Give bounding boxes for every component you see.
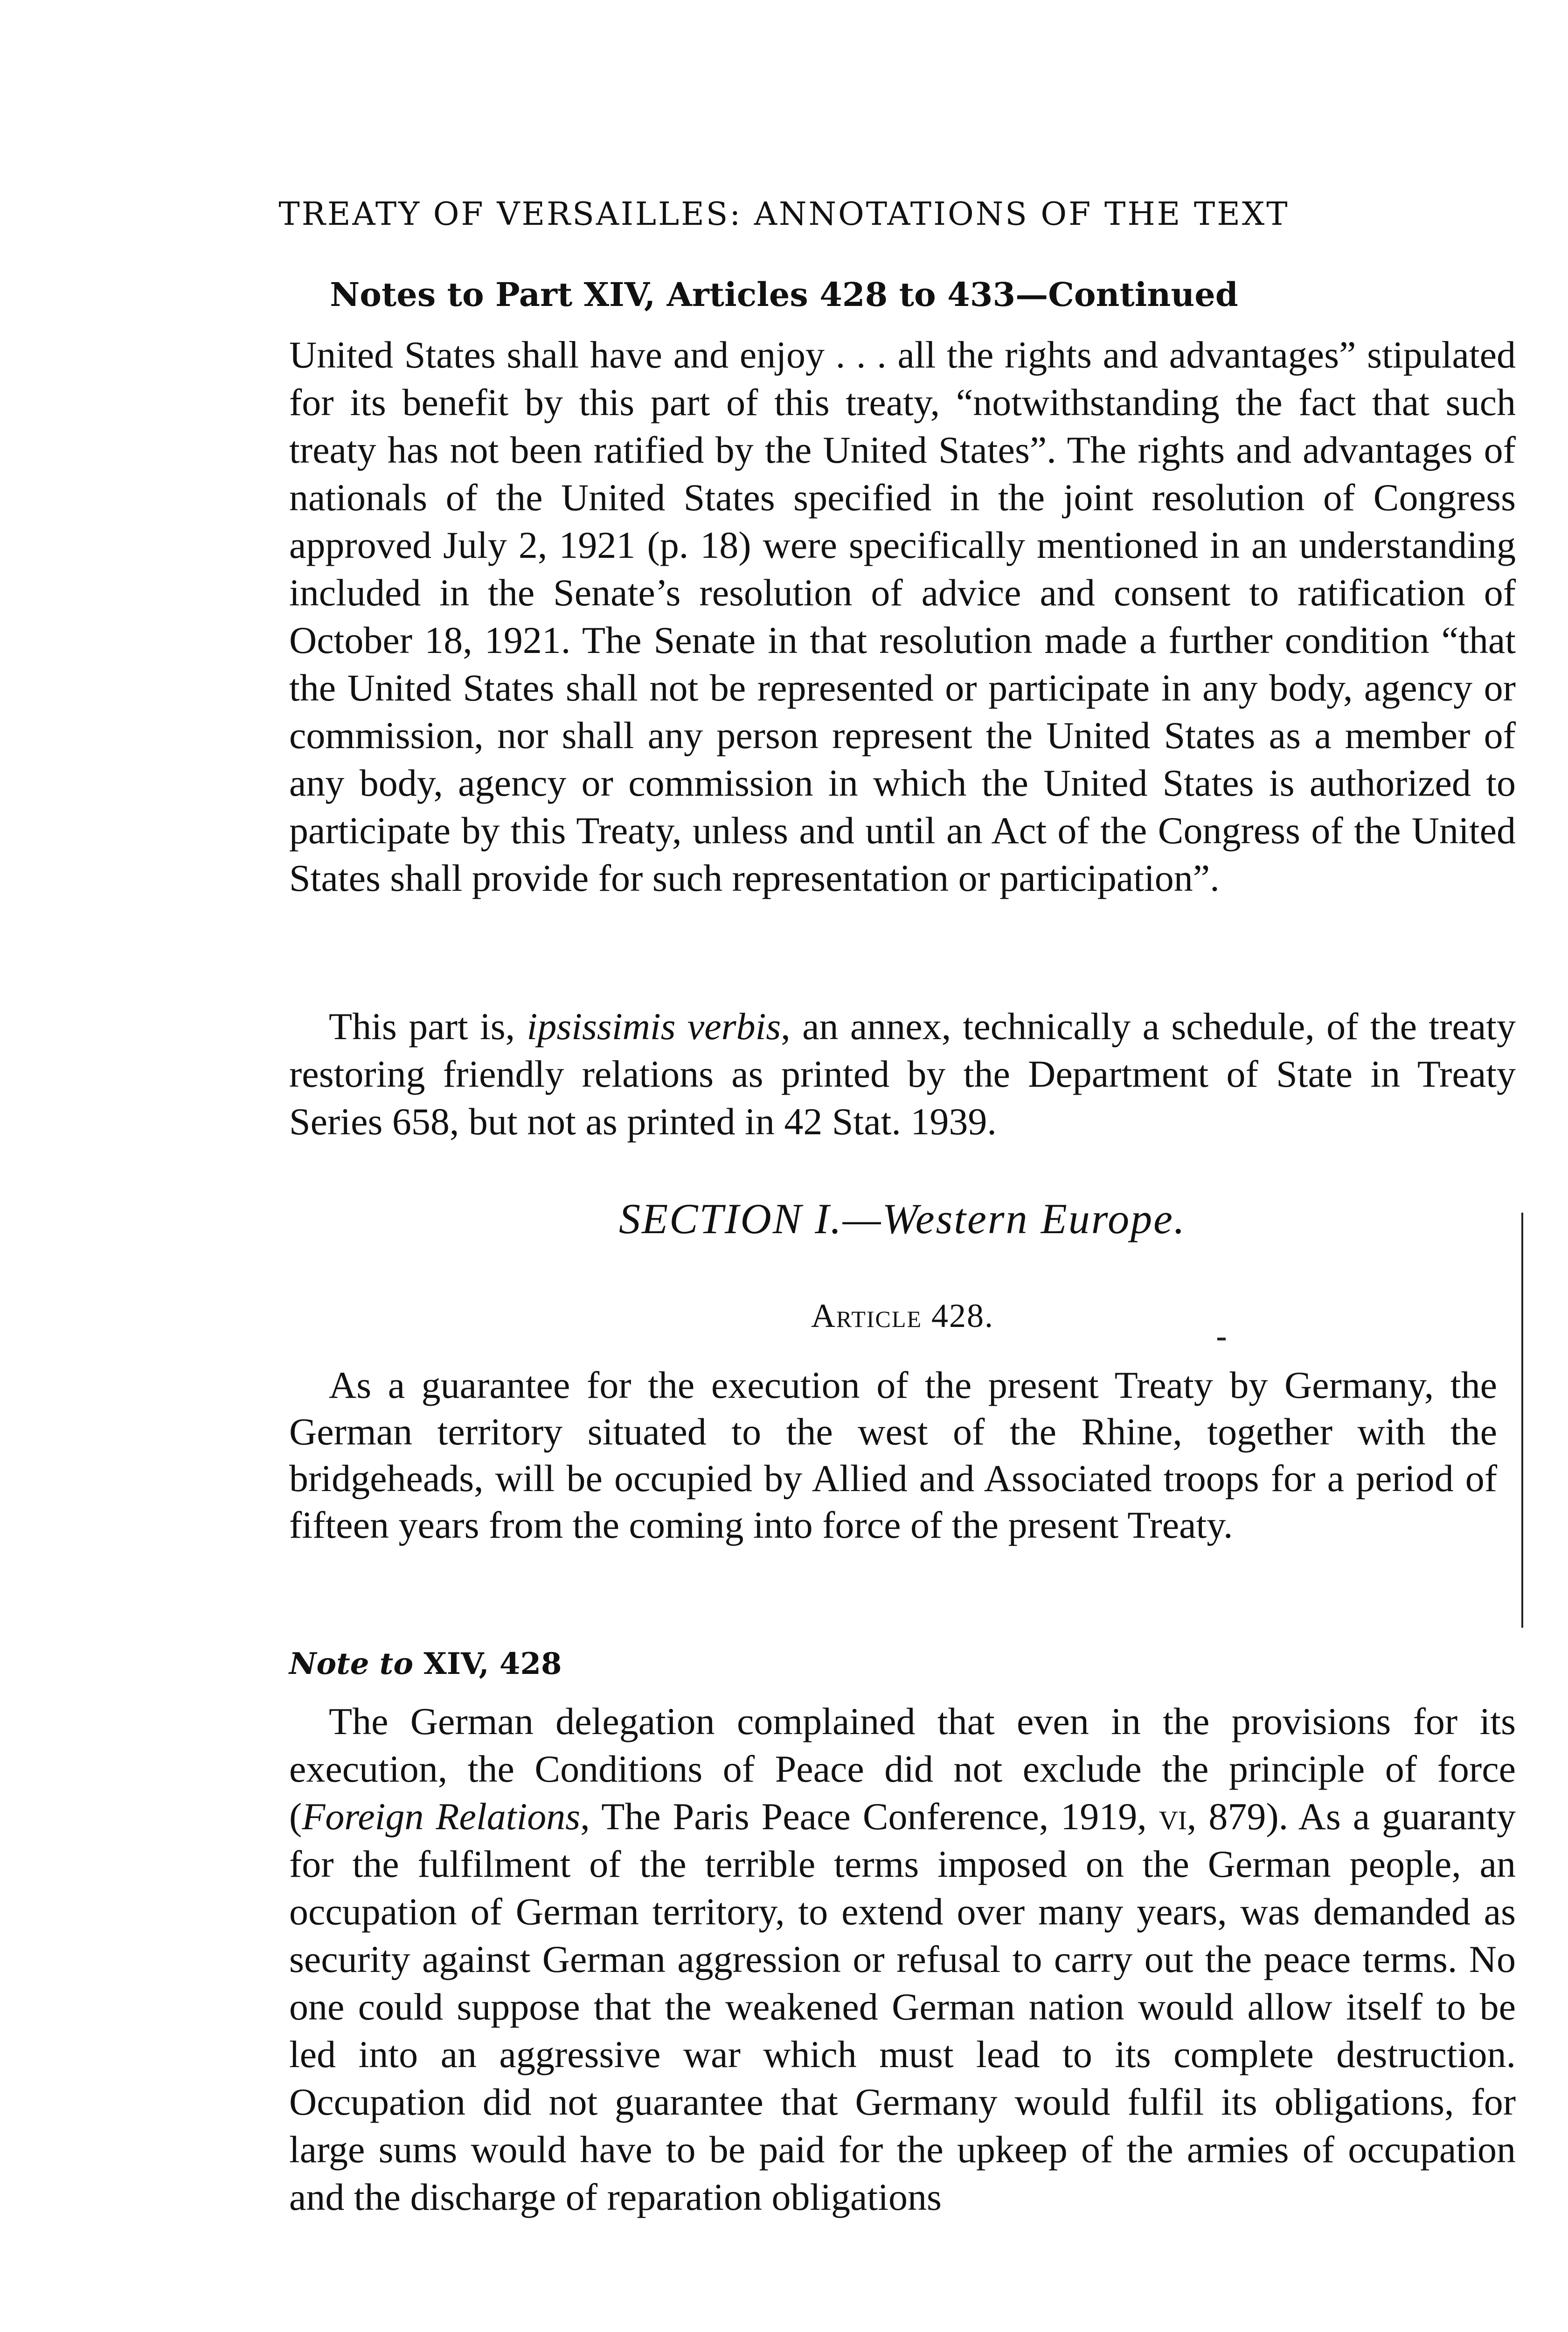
article-428-text: As a guarantee for the execution of the present Treaty by Germany, the German territory situated to the west of the Rhine, together with the bridgeheads, will be occupied by Allied and Associated troops for a period of fifteen years from the coming into force of the present Treaty. — [289, 1364, 1497, 1546]
note-body — [289, 1698, 1516, 2221]
annex-latin-phrase: ipsissimis verbis — [527, 1005, 781, 1048]
margin-rule — [1521, 1213, 1523, 1628]
annex-text — [289, 1003, 1516, 1145]
note-label — [289, 1646, 562, 1681]
note-text-before: The German delegation complained that even in the provisions for its execution, the Conditions of Peace did not exclude the principle of force ( — [289, 1700, 1516, 1838]
note-label-prefix: Note to — [289, 1646, 413, 1681]
annex-rest: , an annex, technically a schedule, of the treaty restoring friendly relations as printed by the Department of State in Treaty Series 658, but not as printed in 42 Stat. 1939. — [289, 1005, 1516, 1143]
continuation-text: United States shall have and enjoy . . . all the rights and advantages” stipulated for its benefit by this part of this treaty, “notwithstanding the fact that such treaty has not been ratified by the United States”. The rights and advantages of nationals of the United States specified in the joint resolution of Congress approved July 2, 1921 (p. 18) were specifically mentioned in an understanding included in the Senate’s resolution of advice and consent to ratification of October 18, 1921. The Senate in that resolution made a further condition “that the United States shall not be represented or participate in any body, agency or commission, nor shall any person represent the United States as a member of any body, agency or commission in which the United States is authorized to participate by this Treaty, unless and until an Act of the Congress of the United States shall provide for such representation or participation”. — [289, 333, 1516, 899]
note-text — [289, 1698, 1516, 2221]
margin-mark — [1217, 1338, 1226, 1340]
continuation-paragraph — [289, 331, 1516, 902]
notes-subhead: Notes to Part XIV, Articles 428 to 433—Continued — [330, 275, 1238, 314]
note-text-after: , 879). As a guaranty for the fulfilment of the terrible terms imposed on the German people, an occupation of German territory, to extend over many years, was demanded as security against German aggression or refusal to carry out the peace terms. No one could suppose that the weakened German nation would allow itself to be led into an aggressive war which must lead to its complete destruction. Occupation did not guarantee that Germany would fulfil its obligations, for large sums would have to be paid for the upkeep of the armies of occupation and the discharge of reparation obligations — [289, 1795, 1516, 2218]
note-citation-title: Foreign Relations — [302, 1795, 581, 1838]
annex-paragraph — [289, 1003, 1516, 1145]
note-label-ref: XIV, 428 — [423, 1646, 562, 1681]
section-title: SECTION I.—Western Europe. — [618, 1195, 1186, 1242]
running-head: TREATY OF VERSAILLES: ANNOTATIONS OF THE TEXT — [278, 196, 1290, 233]
note-citation-volume: vi — [1159, 1795, 1187, 1838]
annex-lead: This part is, — [329, 1005, 527, 1048]
note-citation-rest: , The Paris Peace Conference, 1919, — [580, 1795, 1159, 1838]
article-heading: Article 428. — [811, 1297, 994, 1334]
article-428-body — [289, 1362, 1497, 1548]
